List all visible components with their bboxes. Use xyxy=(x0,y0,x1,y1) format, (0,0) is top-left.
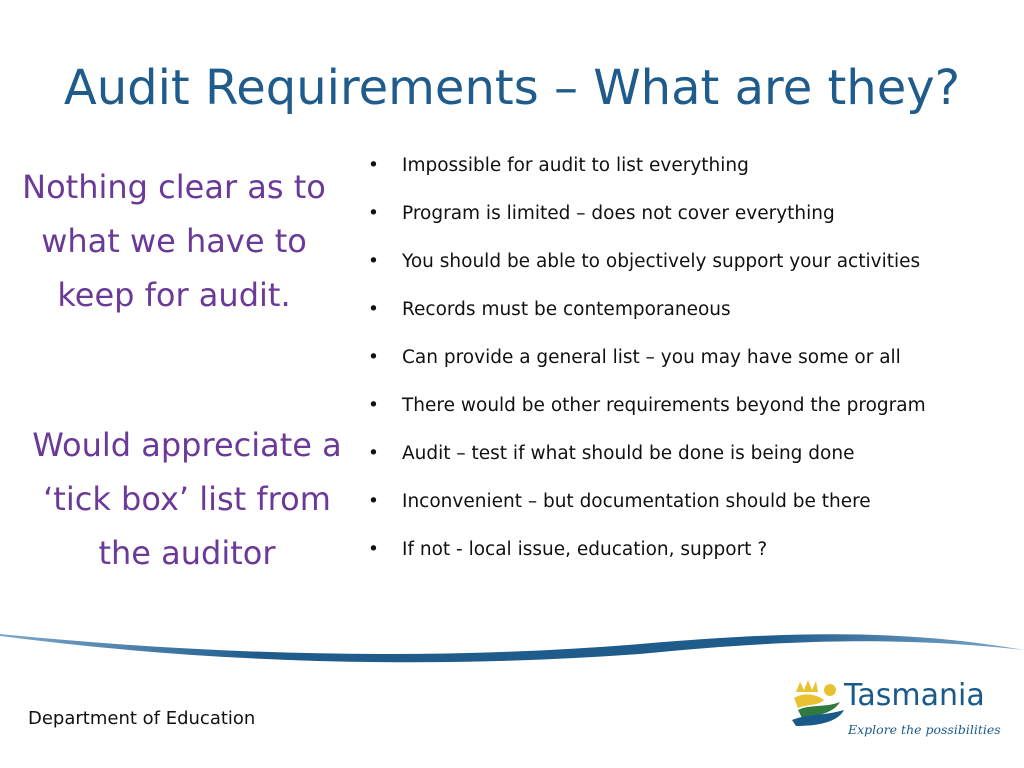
bullet-marker: • xyxy=(368,443,379,464)
tasmania-logo xyxy=(790,672,1001,748)
bullet-marker: • xyxy=(368,251,379,272)
bullet-item xyxy=(368,346,1018,394)
bullet-marker: • xyxy=(368,491,379,512)
bullet-text: There would be other requirements beyond the program xyxy=(402,395,926,416)
footer-department: Department of Education xyxy=(28,708,256,729)
side-note-audit-unclear: Nothing clear as to what we have to keep for audit. xyxy=(22,168,326,314)
footer-swoosh xyxy=(0,618,1024,668)
side-note-tick-box-request: Would appreciate a ‘tick box’ list from the auditor xyxy=(32,426,342,572)
bullet-item xyxy=(368,490,1018,538)
bullet-text: Audit – test if what should be done is being done xyxy=(402,443,855,464)
bullet-marker: • xyxy=(368,347,379,368)
bullet-marker: • xyxy=(368,539,379,560)
logo-tagline: Explore the possibilities xyxy=(848,722,1001,737)
bullet-item xyxy=(368,442,1018,490)
bullet-text: If not - local issue, education, support ? xyxy=(402,539,768,560)
bullet-item xyxy=(368,394,1018,442)
bullet-list xyxy=(368,154,1018,586)
bullet-marker: • xyxy=(368,203,379,224)
slide-title: Audit Requirements – What are they? xyxy=(63,60,961,116)
logo-wordmark: Tasmania xyxy=(844,678,985,713)
bullet-text: Program is limited – does not cover everything xyxy=(402,203,835,224)
bullet-text: Impossible for audit to list everything xyxy=(402,155,749,176)
bullet-item xyxy=(368,250,1018,298)
bullet-item xyxy=(368,298,1018,346)
bullet-text: Records must be contemporaneous xyxy=(402,299,731,320)
bullet-marker: • xyxy=(368,155,379,176)
bullet-item xyxy=(368,538,1018,586)
bullet-marker: • xyxy=(368,395,379,416)
tasmania-logo-icon xyxy=(790,678,846,728)
bullet-item xyxy=(368,154,1018,202)
bullet-text: You should be able to objectively support your activities xyxy=(402,251,921,272)
bullet-marker: • xyxy=(368,299,379,320)
bullet-text: Inconvenient – but documentation should be there xyxy=(402,491,871,512)
bullet-text: Can provide a general list – you may have some or all xyxy=(402,347,901,368)
bullet-item xyxy=(368,202,1018,250)
